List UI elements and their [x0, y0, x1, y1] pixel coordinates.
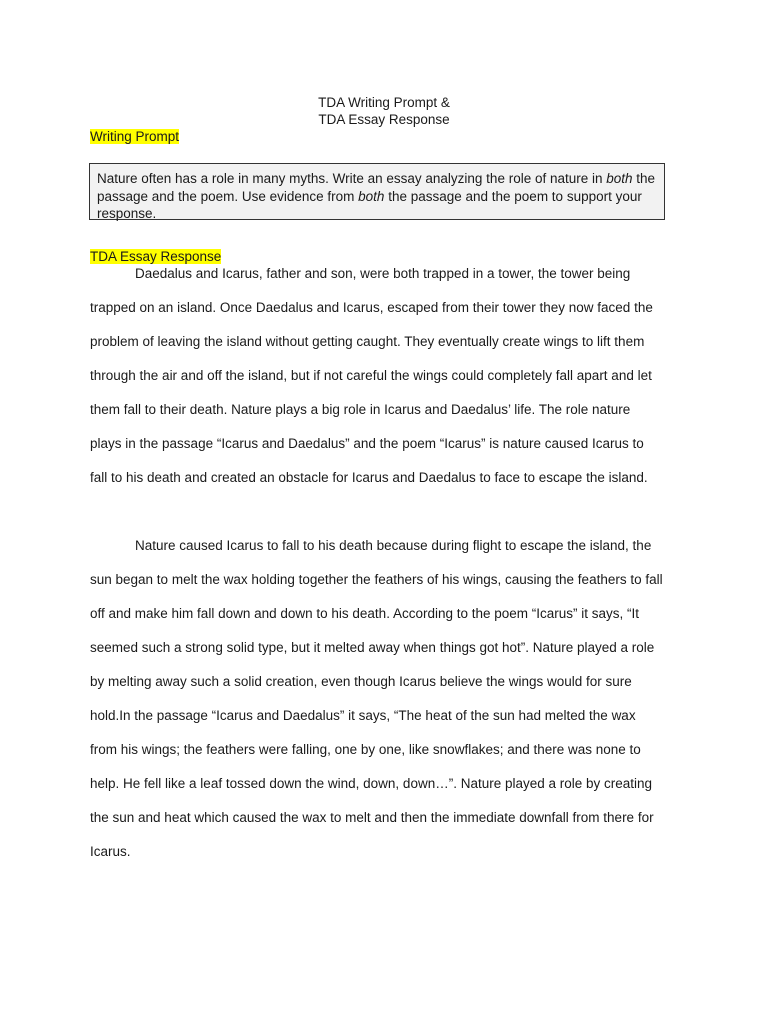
essay-response-heading-text: TDA Essay Response: [90, 249, 222, 264]
paragraph-line: the sun and heat which caused the wax to melt and then the immediate downfall from there for: [90, 810, 654, 825]
paragraph-line: help. He fell like a leaf tossed down the wind, down, down…”. Nature played a role by creating: [90, 776, 653, 791]
paragraph-line: Daedalus and Icarus, father and son, were both trapped in a tower, the tower being: [135, 266, 631, 281]
paragraph-line: from his wings; the feathers were falling, one by one, like snowflakes; and there was none to: [90, 742, 641, 757]
document-title-line2: TDA Essay Response: [318, 112, 450, 127]
paragraph-line: through the air and off the island, but if not careful the wings could completely fall apart and let: [90, 368, 652, 383]
paragraph-line: by melting away such a solid creation, even though Icarus believe the wings would for sure: [90, 674, 632, 689]
writing-prompt-heading: [90, 129, 179, 144]
paragraph-line: hold.In the passage “Icarus and Daedalus” it says, “The heat of the sun had melted the wax: [90, 708, 636, 723]
prompt-text-1: Nature often has a role in many myths. Write an essay analyzing the role of nature in: [97, 171, 607, 186]
paragraph-line: Nature caused Icarus to fall to his death because during flight to escape the island, the: [135, 538, 652, 553]
paragraph-line: off and make him fall down and down to his death. According to the poem “Icarus” it says, “It: [90, 606, 640, 621]
paragraph-line: plays in the passage “Icarus and Daedalus” and the poem “Icarus” is nature caused Icarus to: [90, 436, 644, 451]
paragraph-line: fall to his death and created an obstacle for Icarus and Daedalus to face to escape the island.: [90, 470, 648, 485]
prompt-emphasis-1: both: [606, 171, 633, 186]
paragraph-line: trapped on an island. Once Daedalus and Icarus, escaped from their tower they now faced the: [90, 300, 653, 315]
writing-prompt-box: [89, 163, 665, 220]
prompt-emphasis-2: both: [358, 188, 385, 204]
paragraph-line: them fall to their death. Nature plays a big role in Icarus and Daedalus’ life. The role nature: [90, 402, 631, 417]
writing-prompt-heading-text: Writing Prompt: [90, 129, 180, 144]
document-title-line1: TDA Writing Prompt &: [318, 95, 450, 110]
essay-response-heading: [90, 249, 221, 264]
paragraph-line: seemed such a strong solid type, but it melted away when things got hot”. Nature played a role: [90, 640, 655, 655]
paragraph-line: sun began to melt the wax holding together the feathers of his wings, causing the feathers to fall: [90, 572, 663, 587]
paragraph-line: Icarus.: [90, 844, 131, 859]
prompt-text-3: the passage and the poem to support your response.: [97, 188, 642, 221]
prompt-text-2: the passage and the poem. Use evidence from: [97, 171, 656, 204]
paragraph-line: problem of leaving the island without getting caught. They eventually create wings to lift them: [90, 334, 645, 349]
